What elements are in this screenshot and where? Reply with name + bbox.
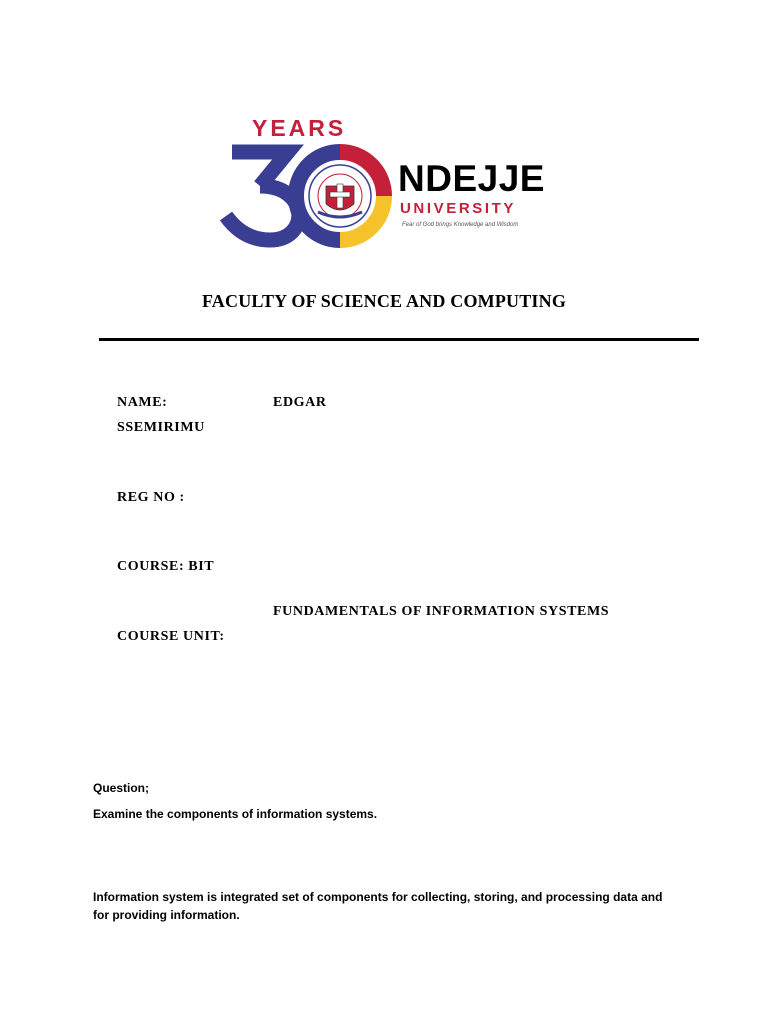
logo-numeral-3 bbox=[226, 152, 299, 240]
logo-years-text: YEARS bbox=[252, 115, 347, 141]
reg-no-label: REG NO : bbox=[117, 490, 185, 505]
university-seal bbox=[309, 165, 371, 227]
logo-motto: Fear of God brings Knowledge and Wisdom bbox=[402, 222, 519, 228]
question-label: Question; bbox=[93, 781, 149, 795]
answer-line-1: Information system is integrated set of components for collecting, storing, and processing data and bbox=[93, 890, 663, 904]
name-value-last: SSEMIRIMU bbox=[117, 420, 205, 435]
name-label: NAME: bbox=[117, 395, 168, 410]
name-value-first: EDGAR bbox=[273, 395, 327, 410]
course-line: COURSE: BIT bbox=[117, 559, 215, 574]
answer-line-2: for providing information. bbox=[93, 908, 240, 922]
logo-name-line2: UNIVERSITY bbox=[400, 200, 517, 217]
course-unit-label: COURSE UNIT: bbox=[117, 629, 225, 644]
header-divider bbox=[99, 338, 699, 341]
course-unit-value: FUNDAMENTALS OF INFORMATION SYSTEMS bbox=[273, 604, 610, 619]
faculty-title: FACULTY OF SCIENCE AND COMPUTING bbox=[201, 291, 567, 311]
logo-name-line1: NDEJJE bbox=[398, 158, 545, 199]
question-text: Examine the components of information systems. bbox=[93, 807, 378, 821]
